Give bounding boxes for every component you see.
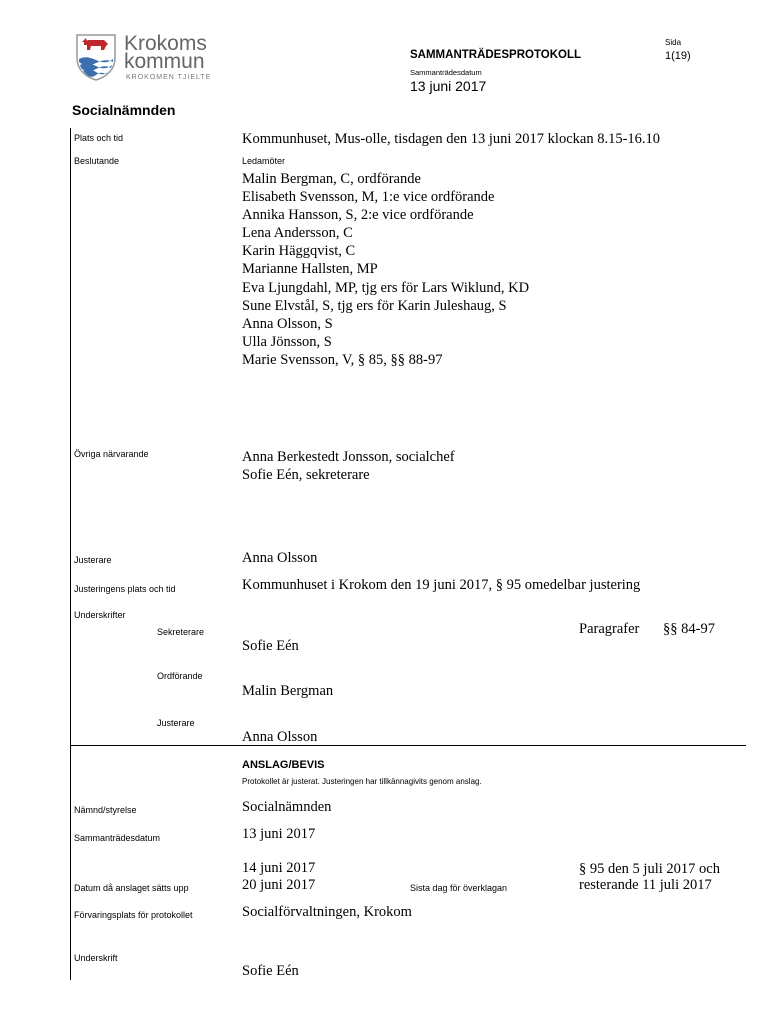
notice-title: ANSLAG/BEVIS [242, 759, 325, 771]
posted-value: 14 juni 2017 [242, 860, 316, 876]
logo-name-line1: Krokoms [124, 32, 207, 55]
committee-title: Socialnämnden [72, 102, 176, 118]
others-label: Övriga närvarande [74, 449, 149, 459]
appeal-line1: § 95 den 5 juli 2017 och [579, 861, 720, 877]
signature-name: Sofie Eén [242, 963, 299, 979]
members-list [242, 170, 529, 369]
member-item: Sune Elvstål, S, tjg ers för Karin Juleshaug, S [242, 297, 507, 314]
chair-label: Ordförande [157, 671, 203, 681]
adjuster-value: Anna Olsson [242, 550, 318, 566]
members-label: Ledamöter [242, 156, 286, 166]
member-item: Lena Andersson, C [242, 225, 353, 242]
page-number: 1(19) [665, 50, 691, 62]
signatures-label: Underskrifter [74, 610, 126, 620]
notice-date-label: Sammanträdesdatum [74, 833, 161, 843]
adjust-place-label: Justeringens plats och tid [74, 584, 176, 594]
page-label: Sida [665, 38, 682, 47]
removed-value: 20 juni 2017 [242, 877, 316, 893]
meeting-date: 13 juni 2017 [410, 78, 487, 94]
chair-name: Malin Bergman [242, 683, 334, 699]
adjust-place-value: Kommunhuset i Krokom den 19 juni 2017, § 95 omedelbar justering [242, 577, 641, 593]
left-margin-rule [70, 128, 71, 980]
member-item: Elisabeth Svensson, M, 1:e vice ordförande [242, 189, 495, 206]
body-value: Socialnämnden [242, 799, 332, 815]
posted-label: Datum då anslaget sätts upp [74, 883, 189, 893]
section-divider [70, 745, 746, 746]
logo-tagline: KROKOMEN TJIELTE [126, 74, 212, 81]
document-type: SAMMANTRÄDESPROTOKOLL [410, 49, 582, 61]
deciding-label: Beslutande [74, 156, 120, 166]
member-item: Eva Ljungdahl, MP, tjg ers för Lars Wiklund, KD [242, 279, 530, 296]
paragraphs-label: Paragrafer [579, 621, 640, 637]
member-item: Anna Olsson, S [242, 315, 333, 332]
notice-subtitle: Protokollet är justerat. Justeringen har tillkännagivits genom anslag. [242, 777, 482, 786]
other-attendee: Anna Berkestedt Jonsson, socialchef [242, 449, 455, 465]
others-list [242, 448, 455, 484]
place-time-label: Plats och tid [74, 133, 124, 143]
signature-adjuster-label: Justerare [157, 718, 195, 728]
meeting-date-label: Sammanträdesdatum [410, 68, 482, 77]
adjuster-label: Justerare [74, 555, 112, 565]
place-time-value: Kommunhuset, Mus-olle, tisdagen den 13 juni 2017 klockan 8.15-16.10 [242, 131, 661, 147]
member-item: Annika Hansson, S, 2:e vice ordförande [242, 207, 474, 224]
member-item: Marianne Hallsten, MP [242, 261, 378, 278]
storage-label: Förvaringsplats för protokollet [74, 910, 193, 920]
member-item: Ulla Jönsson, S [242, 333, 332, 350]
secretary-label: Sekreterare [157, 627, 205, 637]
body-label: Nämnd/styrelse [74, 805, 137, 815]
member-item: Marie Svensson, V, § 85, §§ 88-97 [242, 351, 443, 368]
signature-adjuster-name: Anna Olsson [242, 729, 318, 745]
logo-name-line2: kommun [124, 50, 205, 73]
paragraphs-value: §§ 84-97 [663, 621, 715, 637]
municipality-logo [74, 30, 224, 86]
other-attendee: Sofie Eén, sekreterare [242, 467, 370, 483]
member-item: Malin Bergman, C, ordförande [242, 171, 421, 187]
storage-value: Socialförvaltningen, Krokom [242, 904, 412, 920]
secretary-name: Sofie Eén [242, 638, 299, 654]
appeal-line2: resterande 11 juli 2017 [579, 877, 712, 893]
signature-label: Underskrift [74, 953, 118, 963]
member-item: Karin Häggqvist, C [242, 243, 356, 260]
coat-of-arms-icon [74, 32, 118, 82]
notice-date-value: 13 juni 2017 [242, 826, 316, 842]
appeal-label: Sista dag för överklagan [410, 883, 508, 893]
